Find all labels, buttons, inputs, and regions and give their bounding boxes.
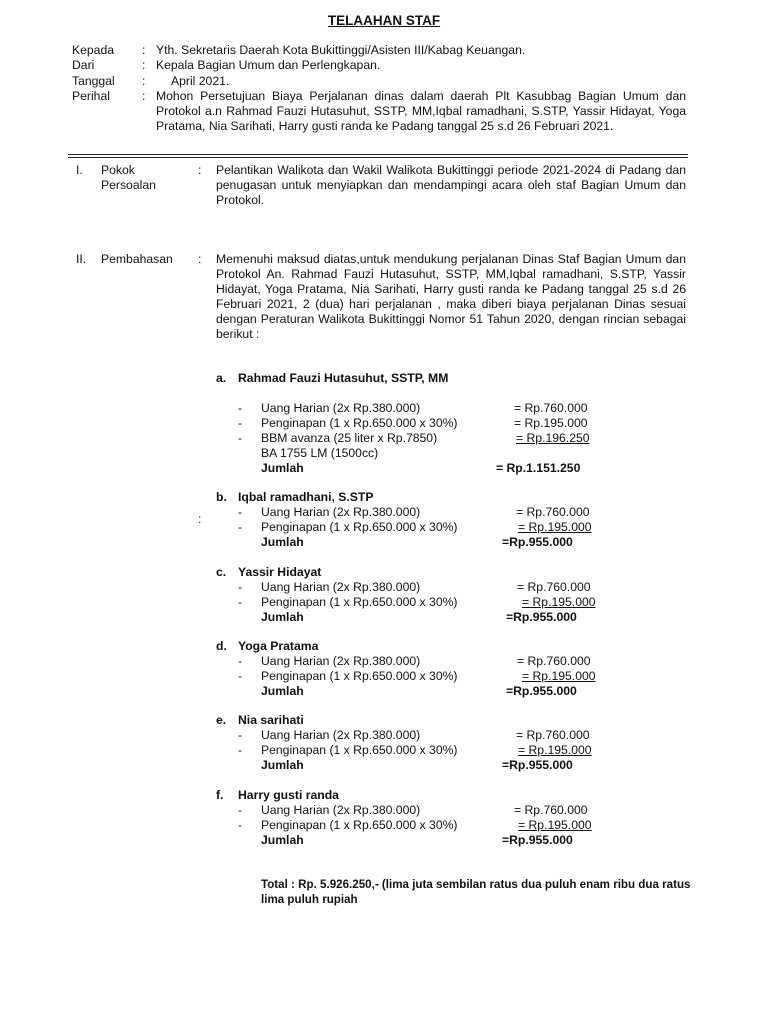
person-e-item2-dash: -	[238, 743, 243, 757]
person-a-total-label: Jumlah	[261, 461, 304, 475]
person-b-item1-dash: -	[238, 505, 243, 519]
person-b-item2-dash: -	[238, 520, 243, 534]
person-f-total: =Rp.955.000	[502, 833, 573, 847]
person-d-item1-dash: -	[238, 654, 243, 668]
person-e-item2-label: Penginapan (1 x Rp.650.000 x 30%)	[261, 743, 458, 757]
person-c-total-label: Jumlah	[261, 610, 304, 624]
person-e-item1-label: Uang Harian (2x Rp.380.000)	[261, 728, 421, 742]
section1-label-line1: Pokok	[101, 163, 135, 177]
person-e-item1-dash: -	[238, 728, 243, 742]
person-f-item1-dash: -	[238, 803, 243, 817]
person-f-letter: f.	[216, 788, 224, 802]
header-divider-top	[68, 154, 688, 155]
dari-colon: :	[142, 58, 146, 72]
person-d-item1-amount: = Rp.760.000	[517, 654, 591, 668]
person-b-item1-label: Uang Harian (2x Rp.380.000)	[261, 505, 421, 519]
section2-text: Memenuhi maksud diatas,untuk mendukung perjalanan Dinas Staf Bagian Umum dan Protokol An. Rahmad Fauzi Hutasuhut, SSTP, MM,Iqbal ramadhani, S.STP, Yassir Hidayat, Yoga Pratama, Nia Sarihati, Harry gusti randa ke Padang tanggal 25 s.d 26 Februari 2021, 2 (dua) hari perjalanan , maka diberi biaya perjalanan Dinas sesuai dengan Peraturan Walikota Bukittinggi Nomor 51 Tahun 2020, dengan rincian sebagai berikut :	[216, 252, 686, 341]
person-e-item1-amount: = Rp.760.000	[516, 728, 590, 742]
person-c-total: =Rp.955.000	[506, 610, 577, 624]
section1-number: I.	[76, 163, 83, 177]
person-e-item2-amount: = Rp.195.000	[518, 743, 592, 757]
person-a-item3-dash: -	[238, 431, 243, 445]
header-divider-bottom	[68, 157, 688, 158]
document-title: TELAAHAN STAF	[327, 13, 441, 28]
section2-number: II.	[76, 252, 87, 266]
person-f-item1-label: Uang Harian (2x Rp.380.000)	[261, 803, 421, 817]
tanggal-value: April 2021.	[171, 74, 230, 88]
grand-total: Total : Rp. 5.926.250,- (lima juta sembilan ratus dua puluh enam ribu dua ratus lima puluh rupiah	[261, 878, 691, 906]
person-c-item1-dash: -	[238, 580, 243, 594]
person-d-total: =Rp.955.000	[506, 684, 577, 698]
section2-colon: :	[198, 252, 202, 266]
perihal-label: Perihal	[72, 89, 110, 103]
person-a-item2-dash: -	[238, 416, 243, 430]
person-e-total: =Rp.955.000	[502, 758, 573, 772]
person-f-total-label: Jumlah	[261, 833, 304, 847]
person-d-name: Yoga Pratama	[238, 639, 319, 653]
person-f-item2-amount: = Rp.195.000	[518, 818, 592, 832]
person-c-name: Yassir Hidayat	[238, 565, 322, 579]
section1-label-line2: Persoalan	[101, 178, 156, 192]
person-a-item1-dash: -	[238, 401, 243, 415]
person-b-item1-amount: = Rp.760.000	[516, 505, 590, 519]
person-f-name: Harry gusti randa	[238, 788, 339, 802]
person-f-item2-label: Penginapan (1 x Rp.650.000 x 30%)	[261, 818, 458, 832]
person-c-item1-label: Uang Harian (2x Rp.380.000)	[261, 580, 421, 594]
person-a-item1-amount: = Rp.760.000	[514, 401, 588, 415]
person-c-item2-dash: -	[238, 595, 243, 609]
person-f-item2-dash: -	[238, 818, 243, 832]
section1-text: Pelantikan Walikota dan Wakil Walikota Bukittinggi periode 2021-2024 di Padang dan penugasan untuk menyiapkan dan mendampingi acara oleh staf Bagian Umum dan Protokol.	[216, 163, 686, 207]
perihal-colon: :	[142, 89, 146, 103]
person-b-name: Iqbal ramadhani, S.STP	[238, 490, 374, 504]
person-a-item2-label: Penginapan (1 x Rp.650.000 x 30%)	[261, 416, 458, 430]
person-f-item1-amount: = Rp.760.000	[514, 803, 588, 817]
kepada-value: Yth. Sekretaris Daerah Kota Bukittinggi/Asisten III/Kabag Keuangan.	[156, 43, 526, 57]
person-a-letter: a.	[216, 371, 227, 385]
person-d-item1-label: Uang Harian (2x Rp.380.000)	[261, 654, 421, 668]
person-a-name: Rahmad Fauzi Hutasuhut, SSTP, MM	[238, 371, 449, 385]
person-b-total: =Rp.955.000	[502, 535, 573, 549]
person-c-letter: c.	[216, 565, 227, 579]
person-a-item2-amount: = Rp.195.000	[514, 416, 588, 430]
person-c-item2-amount: = Rp.195.000	[522, 595, 596, 609]
kepada-label: Kepada	[72, 43, 115, 57]
person-a-total: = Rp.1.151.250	[496, 461, 581, 475]
person-a-item1-label: Uang Harian (2x Rp.380.000)	[261, 401, 421, 415]
dari-label: Dari	[72, 58, 95, 72]
kepada-colon: :	[142, 43, 146, 57]
dari-value: Kepala Bagian Umum dan Perlengkapan.	[156, 58, 381, 72]
person-c-item2-label: Penginapan (1 x Rp.650.000 x 30%)	[261, 595, 458, 609]
person-c-item1-amount: = Rp.760.000	[517, 580, 591, 594]
section2-label: Pembahasan	[101, 252, 173, 266]
person-d-item2-label: Penginapan (1 x Rp.650.000 x 30%)	[261, 669, 458, 683]
person-d-total-label: Jumlah	[261, 684, 304, 698]
section1-colon: :	[198, 163, 202, 177]
perihal-value: Mohon Persetujuan Biaya Perjalanan dinas dalam daerah Plt Kasubbag Bagian Umum dan Protokol a.n Rahmad Fauzi Hutasuhut, SSTP, MM,Iqbal ramadhani, S.STP, Yassir Hidayat, Yoga Pratama, Nia Sarihati, Harry gusti randa ke Padang tanggal 25 s.d 26 Februari 2021.	[156, 89, 686, 133]
person-d-item2-dash: -	[238, 669, 243, 683]
person-d-item2-amount: = Rp.195.000	[522, 669, 596, 683]
tanggal-label: Tanggal	[72, 74, 115, 88]
person-b-total-label: Jumlah	[261, 535, 304, 549]
person-d-letter: d.	[216, 639, 227, 653]
person-a-item3-label: BBM avanza (25 liter x Rp.7850)	[261, 431, 438, 445]
person-e-letter: e.	[216, 713, 227, 727]
person-b-item2-label: Penginapan (1 x Rp.650.000 x 30%)	[261, 520, 458, 534]
person-e-name: Nia sarihati	[238, 713, 304, 727]
person-a-item3-sub: BA 1755 LM (1500cc)	[261, 446, 379, 460]
stray-colon: :	[198, 512, 202, 526]
person-e-total-label: Jumlah	[261, 758, 304, 772]
person-a-item3-amount: = Rp.196.250	[516, 431, 590, 445]
person-b-item2-amount: = Rp.195.000	[518, 520, 592, 534]
tanggal-colon: :	[142, 74, 146, 88]
person-b-letter: b.	[216, 490, 227, 504]
